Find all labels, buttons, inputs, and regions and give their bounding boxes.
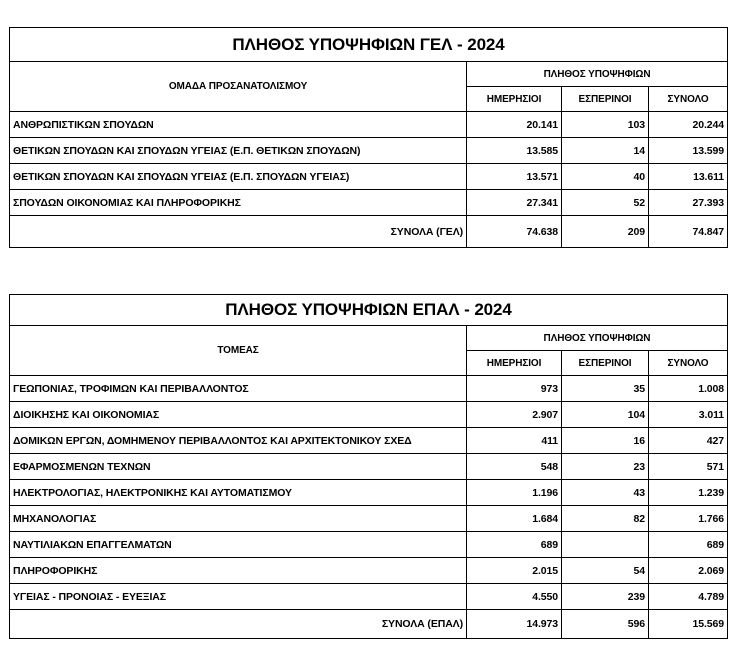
row-evening: 40 <box>562 164 649 190</box>
row-total: 13.599 <box>649 138 728 164</box>
gel-table <box>9 27 728 248</box>
row-total: 13.611 <box>649 164 728 190</box>
table-row <box>10 190 728 216</box>
row-day: 2.907 <box>467 402 562 428</box>
totals-evening: 596 <box>562 610 649 639</box>
table-row <box>10 138 728 164</box>
row-total: 4.789 <box>649 584 728 610</box>
row-label: ΔΙΟΙΚΗΣΗΣ ΚΑΙ ΟΙΚΟΝΟΜΙΑΣ <box>10 402 467 428</box>
row-label: ΘΕΤΙΚΩΝ ΣΠΟΥΔΩΝ ΚΑΙ ΣΠΟΥΔΩΝ ΥΓΕΙΑΣ (Ε.Π. ΘΕΤΙΚΩΝ ΣΠΟΥΔΩΝ) <box>10 138 467 164</box>
row-label: ΘΕΤΙΚΩΝ ΣΠΟΥΔΩΝ ΚΑΙ ΣΠΟΥΔΩΝ ΥΓΕΙΑΣ (Ε.Π. ΣΠΟΥΔΩΝ ΥΓΕΙΑΣ) <box>10 164 467 190</box>
row-evening: 16 <box>562 428 649 454</box>
row-evening: 82 <box>562 506 649 532</box>
row-day: 411 <box>467 428 562 454</box>
table-row <box>10 428 728 454</box>
row-label: ΔΟΜΙΚΩΝ ΕΡΓΩΝ, ΔΟΜΗΜΕΝΟΥ ΠΕΡΙΒΑΛΛΟΝΤΟΣ ΚΑΙ ΑΡΧΙΤΕΚΤΟΝΙΚΟΥ ΣΧΕΔ <box>10 428 467 454</box>
table-row <box>10 454 728 480</box>
row-evening: 54 <box>562 558 649 584</box>
row-day: 1.684 <box>467 506 562 532</box>
epal-col-day: ΗΜΕΡΗΣΙΟΙ <box>467 351 562 376</box>
row-label: ΠΛΗΡΟΦΟΡΙΚΗΣ <box>10 558 467 584</box>
gel-col-total: ΣΥΝΟΛΟ <box>649 87 728 112</box>
totals-total: 74.847 <box>649 216 728 248</box>
row-label: ΥΓΕΙΑΣ - ΠΡΟΝΟΙΑΣ - ΕΥΕΞΙΑΣ <box>10 584 467 610</box>
totals-row <box>10 610 728 639</box>
row-total: 1.239 <box>649 480 728 506</box>
totals-day: 14.973 <box>467 610 562 639</box>
row-day: 548 <box>467 454 562 480</box>
gel-col-day: ΗΜΕΡΗΣΙΟΙ <box>467 87 562 112</box>
table-row <box>10 480 728 506</box>
row-day: 689 <box>467 532 562 558</box>
row-label: ΜΗΧΑΝΟΛΟΓΙΑΣ <box>10 506 467 532</box>
row-label: ΓΕΩΠΟΝΙΑΣ, ΤΡΟΦΙΜΩΝ ΚΑΙ ΠΕΡΙΒΑΛΛΟΝΤΟΣ <box>10 376 467 402</box>
row-label: ΣΠΟΥΔΩΝ ΟΙΚΟΝΟΜΙΑΣ ΚΑΙ ΠΛΗΡΟΦΟΡΙΚΗΣ <box>10 190 467 216</box>
row-evening: 35 <box>562 376 649 402</box>
totals-label: ΣΥΝΟΛΑ (ΕΠΑΛ) <box>10 610 467 639</box>
gel-group-header: ΟΜΑΔΑ ΠΡΟΣΑΝΑΤΟΛΙΣΜΟΥ <box>10 62 467 112</box>
row-total: 3.011 <box>649 402 728 428</box>
epal-col-evening: ΕΣΠΕΡΙΝΟΙ <box>562 351 649 376</box>
totals-evening: 209 <box>562 216 649 248</box>
row-day: 1.196 <box>467 480 562 506</box>
row-label: ΝΑΥΤΙΛΙΑΚΩΝ ΕΠΑΓΓΕΛΜΑΤΩΝ <box>10 532 467 558</box>
row-day: 20.141 <box>467 112 562 138</box>
epal-table-title: ΠΛΗΘΟΣ ΥΠΟΨΗΦΙΩΝ ΕΠΑΛ - 2024 <box>10 295 728 326</box>
totals-total: 15.569 <box>649 610 728 639</box>
row-label: ΗΛΕΚΤΡΟΛΟΓΙΑΣ, ΗΛΕΚΤΡΟΝΙΚΗΣ ΚΑΙ ΑΥΤΟΜΑΤΙΣΜΟΥ <box>10 480 467 506</box>
row-total: 27.393 <box>649 190 728 216</box>
row-evening: 43 <box>562 480 649 506</box>
row-label: ΕΦΑΡΜΟΣΜΕΝΩΝ ΤΕΧΝΩΝ <box>10 454 467 480</box>
row-evening <box>562 532 649 558</box>
table-row <box>10 584 728 610</box>
row-total: 689 <box>649 532 728 558</box>
table-row <box>10 112 728 138</box>
row-label: ΑΝΘΡΩΠΙΣΤΙΚΩΝ ΣΠΟΥΔΩΝ <box>10 112 467 138</box>
epal-col-total: ΣΥΝΟΛΟ <box>649 351 728 376</box>
epal-group-header: ΤΟΜΕΑΣ <box>10 326 467 376</box>
row-evening: 239 <box>562 584 649 610</box>
row-evening: 103 <box>562 112 649 138</box>
row-total: 1.008 <box>649 376 728 402</box>
row-day: 2.015 <box>467 558 562 584</box>
epal-count-header: ΠΛΗΘΟΣ ΥΠΟΨΗΦΙΩΝ <box>467 326 728 351</box>
row-total: 2.069 <box>649 558 728 584</box>
totals-label: ΣΥΝΟΛΑ (ΓΕΛ) <box>10 216 467 248</box>
row-evening: 104 <box>562 402 649 428</box>
table-row <box>10 532 728 558</box>
row-day: 27.341 <box>467 190 562 216</box>
totals-day: 74.638 <box>467 216 562 248</box>
row-total: 571 <box>649 454 728 480</box>
row-day: 13.571 <box>467 164 562 190</box>
gel-col-evening: ΕΣΠΕΡΙΝΟΙ <box>562 87 649 112</box>
table-row <box>10 402 728 428</box>
table-row <box>10 164 728 190</box>
totals-row <box>10 216 728 248</box>
gel-table-title: ΠΛΗΘΟΣ ΥΠΟΨΗΦΙΩΝ ΓΕΛ - 2024 <box>10 28 728 62</box>
table-row <box>10 376 728 402</box>
gel-count-header: ΠΛΗΘΟΣ ΥΠΟΨΗΦΙΩΝ <box>467 62 728 87</box>
table-row <box>10 506 728 532</box>
row-total: 1.766 <box>649 506 728 532</box>
row-evening: 14 <box>562 138 649 164</box>
row-total: 20.244 <box>649 112 728 138</box>
table-row <box>10 558 728 584</box>
row-evening: 23 <box>562 454 649 480</box>
row-day: 4.550 <box>467 584 562 610</box>
row-day: 13.585 <box>467 138 562 164</box>
row-evening: 52 <box>562 190 649 216</box>
row-total: 427 <box>649 428 728 454</box>
row-day: 973 <box>467 376 562 402</box>
epal-table <box>9 294 728 639</box>
